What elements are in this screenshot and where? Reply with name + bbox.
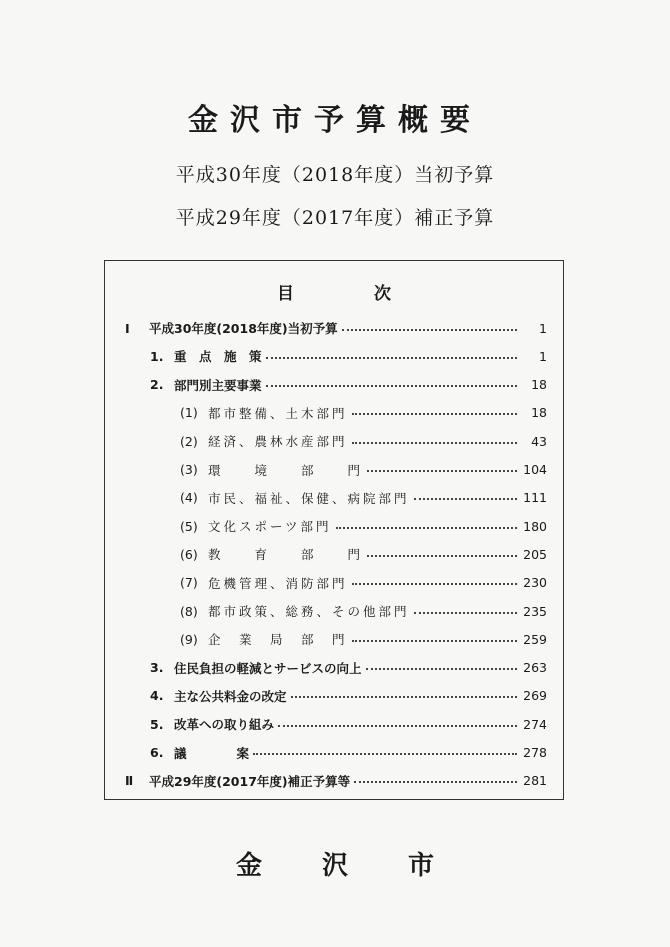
- subtitle-supplementary-budget: 平成29年度（2017年度）補正予算: [175, 207, 495, 229]
- toc-entry-page: 278: [523, 745, 547, 760]
- toc-heading-right: 次: [374, 284, 391, 304]
- toc-entry-number: (6): [180, 546, 198, 562]
- toc-entry-page: 259: [523, 631, 547, 647]
- toc-entry-page: 205: [523, 546, 547, 562]
- toc-entry-number: (3): [180, 462, 198, 477]
- toc-entry: [180, 488, 547, 508]
- toc-entry-label: 改革への取り組み: [174, 717, 275, 733]
- toc-leader-dots: [366, 668, 517, 670]
- toc-entry-page: 230: [523, 575, 547, 591]
- toc-entry-number: 6.: [150, 745, 164, 760]
- toc-entry: [125, 771, 547, 791]
- toc-entry-page: 269: [523, 688, 547, 704]
- toc-leader-dots: [342, 329, 517, 331]
- toc-leader-dots: [354, 781, 517, 783]
- toc-entry-number: 5.: [150, 716, 164, 732]
- toc-entry-page: 281: [523, 773, 547, 789]
- toc-leader-dots: [367, 555, 517, 557]
- toc-entry-label: 都市政策、総務、その他部門: [208, 604, 410, 619]
- toc-leader-dots: [266, 357, 517, 359]
- toc-entry: [150, 743, 547, 763]
- toc-entry-label: 危機管理、消防部門: [208, 575, 348, 591]
- toc-leader-dots: [414, 612, 517, 614]
- table-of-contents: [104, 260, 564, 800]
- toc-entry-label: 平成30年度(2018年度)当初予算: [149, 321, 338, 336]
- toc-entry-number: (8): [180, 603, 198, 619]
- toc-entry: [180, 403, 547, 423]
- toc-entry-label: 重 点 施 策: [174, 349, 262, 365]
- toc-heading: [105, 279, 563, 304]
- toc-entry: [180, 516, 547, 536]
- publisher-name: 金沢市: [235, 851, 494, 881]
- toc-entry-page: 263: [523, 660, 547, 676]
- toc-entry-number: 4.: [150, 688, 164, 704]
- toc-entry-label: 企 業 局 部 門: [208, 632, 348, 648]
- subtitle-initial-budget: 平成30年度（2018年度）当初予算: [175, 164, 495, 186]
- toc-leader-dots: [278, 725, 517, 727]
- toc-entry: [150, 658, 547, 678]
- toc-entry-page: 274: [523, 716, 547, 732]
- toc-leader-dots: [336, 527, 517, 529]
- toc-entry-page: 43: [531, 433, 547, 449]
- toc-entry-number: (2): [180, 433, 198, 449]
- toc-entry-label: 部門別主要事業: [174, 377, 262, 393]
- toc-entry: [180, 544, 547, 564]
- toc-entry-number: 2.: [150, 377, 164, 393]
- toc-entry: [125, 318, 547, 338]
- toc-leader-dots: [253, 753, 517, 755]
- toc-entry-number: Ⅱ: [125, 773, 134, 789]
- toc-leader-dots: [352, 442, 517, 444]
- toc-entry-page: 18: [531, 377, 547, 393]
- toc-entry: [150, 686, 547, 706]
- toc-entry-number: Ⅰ: [125, 320, 130, 336]
- toc-entry-label: 文化スポーツ部門: [208, 519, 332, 535]
- toc-entry-label: 平成29年度(2017年度)補正予算等: [149, 773, 351, 789]
- toc-entry-label: 都市整備、土木部門: [208, 405, 348, 421]
- toc-entry: [180, 460, 547, 480]
- toc-leader-dots: [352, 583, 517, 585]
- toc-entry-label: 住民負担の軽減とサービスの向上: [174, 660, 362, 676]
- toc-entry-label: 経済、農林水産部門: [208, 434, 348, 450]
- toc-entry: [150, 346, 547, 366]
- toc-entry-number: 1.: [150, 348, 164, 364]
- toc-leader-dots: [291, 696, 517, 698]
- toc-entry-label: 議 案: [174, 745, 250, 761]
- toc-entry-page: 1: [539, 348, 547, 364]
- toc-entry-label: 主な公共料金の改定: [174, 688, 287, 704]
- toc-entry-number: (1): [180, 405, 198, 421]
- toc-entry-label: 環 境 部 門: [208, 462, 364, 478]
- toc-entry-number: (4): [180, 490, 198, 506]
- toc-entry-label: 市民、福祉、保健、病院部門: [208, 490, 410, 506]
- toc-leader-dots: [266, 385, 517, 387]
- toc-entry-number: (7): [180, 575, 198, 591]
- toc-entry-page: 111: [523, 490, 547, 506]
- toc-entry: [180, 629, 547, 649]
- toc-entry-page: 18: [531, 405, 547, 421]
- toc-leader-dots: [352, 413, 517, 415]
- toc-entry: [150, 714, 547, 734]
- toc-entry-page: 104: [523, 462, 547, 477]
- toc-entry-label: 教 育 部 門: [208, 547, 364, 563]
- toc-entry-page: 180: [523, 518, 547, 534]
- toc-leader-dots: [367, 470, 517, 472]
- toc-entry: [180, 573, 547, 593]
- toc-leader-dots: [414, 498, 517, 500]
- toc-heading-left: 目: [277, 284, 294, 304]
- toc-entry-page: 1: [539, 320, 547, 336]
- toc-entry-page: 235: [523, 603, 547, 619]
- toc-entry-number: (9): [180, 631, 198, 647]
- toc-leader-dots: [352, 640, 517, 642]
- toc-entry: [180, 601, 547, 621]
- document-title: 金沢市予算概要: [188, 103, 482, 138]
- toc-entry-number: 3.: [150, 660, 164, 676]
- toc-entry: [180, 431, 547, 451]
- toc-entry: [150, 375, 547, 395]
- toc-entry-number: (5): [180, 518, 198, 534]
